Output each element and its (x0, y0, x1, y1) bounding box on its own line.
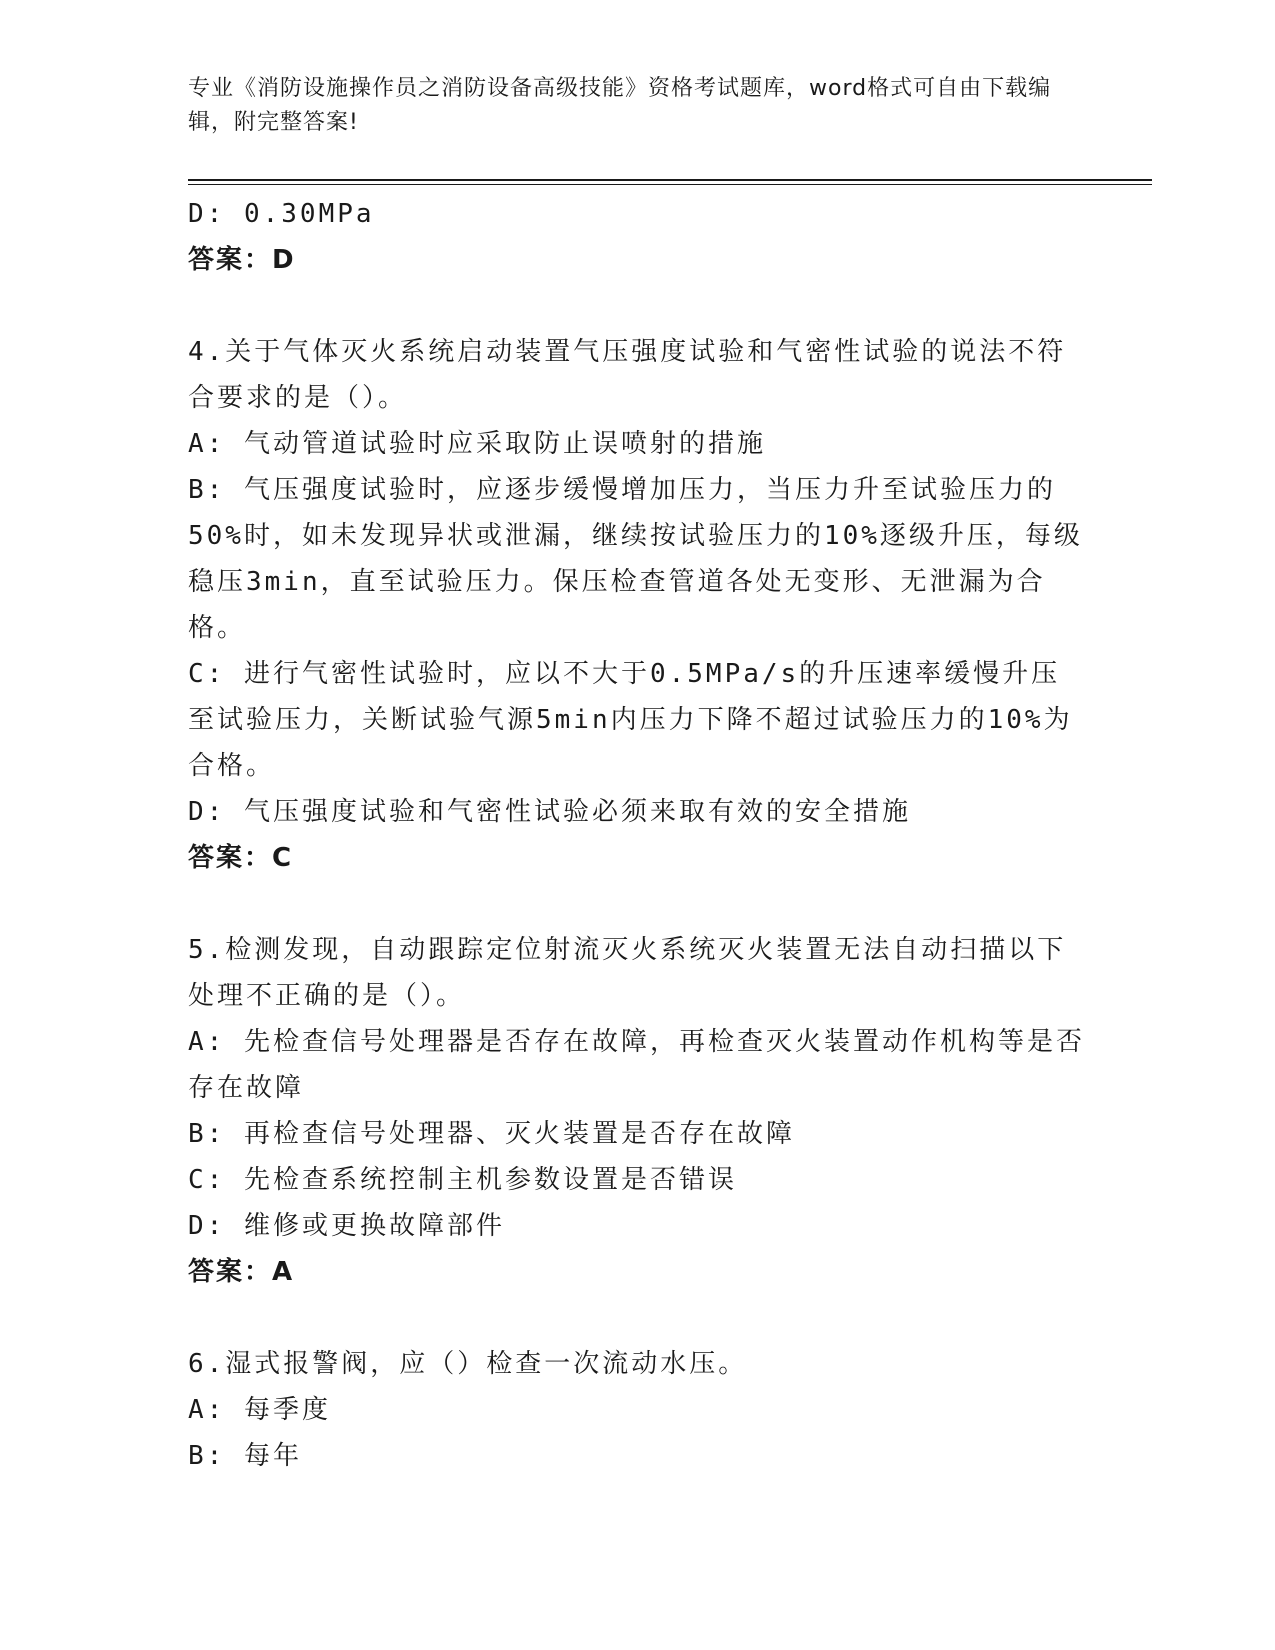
q4-stem: 4.关于气体灭火系统启动装置气压强度试验和气密性试验的说法不符合要求的是（）。 (188, 337, 1067, 413)
q4-option-b: B: 气压强度试验时，应逐步缓慢增加压力，当压力升至试验压力的50%时，如未发现异状或泄漏，继续按试验压力的10%逐级升压，每级稳压3min，直至试验压力。保压检查管道各处无变形、无泄漏为合格。 (188, 475, 1083, 643)
q6-stem: 6.湿式报警阀，应（）检查一次流动水压。 (188, 1349, 748, 1379)
question-3-tail (188, 191, 1088, 283)
q5-option-b: B: 再检查信号处理器、灭火装置是否存在故障 (188, 1119, 795, 1149)
question-6 (188, 1341, 1088, 1479)
question-5 (188, 927, 1088, 1295)
q4-answer: 答案：C (188, 843, 294, 873)
spacer (188, 881, 1088, 927)
spacer (188, 1295, 1088, 1341)
q6-option-b: B: 每年 (188, 1441, 302, 1471)
q5-option-a: A: 先检查信号处理器是否存在故障，再检查灭火装置动作机构等是否存在故障 (188, 1027, 1085, 1103)
question-content (188, 191, 1088, 1479)
q5-answer: 答案：A (188, 1257, 295, 1287)
question-4 (188, 329, 1088, 881)
q5-option-d: D: 维修或更换故障部件 (188, 1211, 505, 1241)
q4-option-a: A: 气动管道试验时应采取防止误喷射的措施 (188, 429, 766, 459)
q3-option-d: D: 0.30MPa (188, 199, 375, 229)
q6-option-a: A: 每季度 (188, 1395, 331, 1425)
q5-stem: 5.检测发现，自动跟踪定位射流灭火系统灭火装置无法自动扫描以下处理不正确的是（）。 (188, 935, 1067, 1011)
header-divider (188, 179, 1152, 181)
q4-option-d: D: 气压强度试验和气密性试验必须来取有效的安全措施 (188, 797, 911, 827)
header-note: 专业《消防设施操作员之消防设备高级技能》资格考试题库，word格式可自由下载编辑，附完整答案! (188, 76, 1052, 135)
spacer (188, 283, 1088, 329)
q3-answer: 答案：D (188, 245, 296, 275)
q4-option-c: C: 进行气密性试验时，应以不大于0.5MPa/s的升压速率缓慢升压至试验压力，关断试验气源5min内压力下降不超过试验压力的10%为合格。 (188, 659, 1073, 781)
header-divider-thin (188, 184, 1152, 185)
q5-option-c: C: 先检查系统控制主机参数设置是否错误 (188, 1165, 737, 1195)
